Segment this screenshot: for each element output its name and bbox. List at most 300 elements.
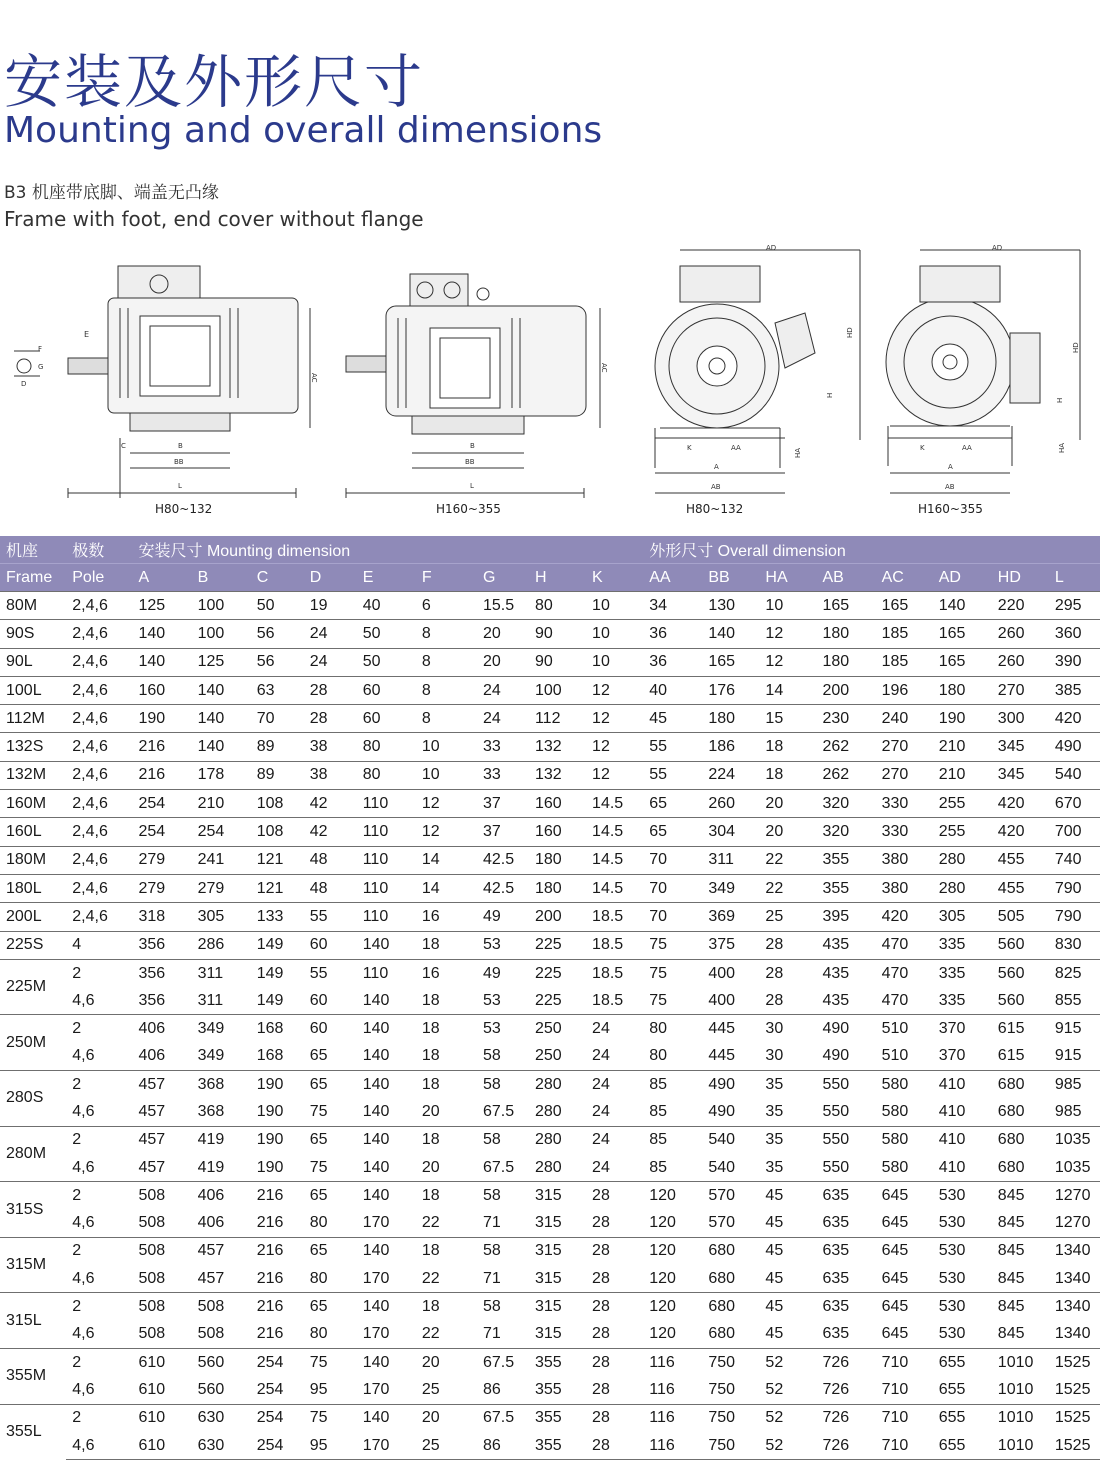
dimension-cell: 6 xyxy=(416,592,477,620)
dimension-cell: 140 xyxy=(192,733,251,761)
dimension-cell: 225 xyxy=(534,991,562,1009)
dimension-cell: 680 xyxy=(702,1237,759,1265)
dimension-cell: 125 xyxy=(133,592,192,620)
dimension-cell: 196 xyxy=(876,676,933,704)
dimension-cell: 116 xyxy=(643,1404,702,1432)
dimension-cell: 750 xyxy=(702,1404,759,1432)
dimension-cell: 24 xyxy=(586,1126,643,1154)
dimension-cell: 65 xyxy=(643,818,702,846)
dimension-cell: 680 xyxy=(708,1325,736,1343)
frame-cell: 132S xyxy=(0,733,66,761)
dimension-cell: 8 xyxy=(416,620,477,648)
dimension-cell: 140 xyxy=(357,1015,416,1043)
dimension-cell: 630 xyxy=(192,1432,251,1460)
dimension-cell: 24 xyxy=(304,620,357,648)
dimension-cell: 45 xyxy=(643,705,702,733)
dimension-cell: 845 xyxy=(997,1214,1025,1232)
pole-cell: 2 xyxy=(66,1404,132,1432)
dimension-cell: 58 xyxy=(477,1293,529,1321)
dimension-cell: 455 xyxy=(992,874,1049,902)
dimension-cell: 50 xyxy=(357,620,416,648)
dimension-cell: 216 xyxy=(256,1269,284,1287)
dimension-cell: 315 xyxy=(534,1214,562,1232)
dimension-cell: 75 xyxy=(309,1158,328,1176)
drawing-label-f: F xyxy=(38,345,43,353)
dimension-cell: 60 xyxy=(309,991,328,1009)
frame-cell: 200L xyxy=(0,903,66,931)
dimension-cell: 75 xyxy=(649,991,668,1009)
frame-cell: 112M xyxy=(0,705,66,733)
header-col-ab: AB xyxy=(817,564,876,592)
dimension-cell: 254 xyxy=(251,1349,304,1377)
dimension-cell: 395 xyxy=(817,903,876,931)
dimension-cell: 380 xyxy=(876,874,933,902)
dimension-cell: 67.5 xyxy=(477,1404,529,1432)
dimension-cell: 149 xyxy=(256,991,284,1009)
dimension-cell: 52 xyxy=(759,1432,816,1460)
dimension-cell: 10 xyxy=(416,733,477,761)
dimension-cell: 645 xyxy=(876,1293,933,1321)
dimension-cell: 710 xyxy=(881,1380,909,1398)
dimension-cell: 60 xyxy=(304,931,357,959)
dimension-cell: 335 xyxy=(933,931,992,959)
dimension-cell: 1340 xyxy=(1054,1269,1091,1287)
dimension-cell: 356 xyxy=(138,991,166,1009)
dimension-cell: 655 xyxy=(938,1380,966,1398)
dimension-cell: 170 xyxy=(362,1325,390,1343)
dimension-cell: 14.5 xyxy=(586,846,643,874)
dimension-cell: 14.5 xyxy=(586,790,643,818)
dimension-cell: 420 xyxy=(876,903,933,931)
pole-cell: 2,4,6 xyxy=(66,648,132,676)
dimension-cell: 915 xyxy=(1049,1015,1100,1043)
table-row xyxy=(0,818,1100,846)
dimension-cell: 18 xyxy=(416,1126,477,1154)
table-body xyxy=(0,592,1100,1460)
dimension-cell: 22 xyxy=(759,846,816,874)
dimension-cell: 580 xyxy=(881,1158,909,1176)
table-row xyxy=(0,1432,1100,1460)
dimension-cell: 1010 xyxy=(992,1432,1049,1460)
dimension-cell: 71 xyxy=(482,1269,501,1287)
header-col-aa: AA xyxy=(643,564,702,592)
frame-cell: 315M xyxy=(0,1237,66,1293)
dimension-cell: 610 xyxy=(133,1432,192,1460)
dimension-cell: 140 xyxy=(702,620,759,648)
table-row xyxy=(0,1321,1100,1349)
dimension-cell: 140 xyxy=(133,648,192,676)
dimension-cell: 165 xyxy=(702,648,759,676)
dimension-cell: 20 xyxy=(421,1158,440,1176)
dimension-cell: 108 xyxy=(251,790,304,818)
dimension-cell: 28 xyxy=(592,1380,610,1398)
caption-end-small: H80~132 xyxy=(686,502,744,516)
dimension-cell: 216 xyxy=(133,733,192,761)
drawing-label-a-large: A xyxy=(948,463,953,471)
table-row xyxy=(0,959,1100,987)
dimension-cell: 75 xyxy=(309,1102,328,1120)
dimension-cell: 435 xyxy=(822,991,850,1009)
dimension-cell: 28 xyxy=(586,1293,643,1321)
dimension-cell: 635 xyxy=(822,1269,850,1287)
drawing-label-hd: HD xyxy=(846,327,854,338)
pole-cell: 2 xyxy=(66,1015,132,1043)
dimension-cell: 216 xyxy=(133,761,192,789)
dimension-cell: 28 xyxy=(759,959,816,987)
dimension-cell: 65 xyxy=(304,1293,357,1321)
dimension-cell: 28 xyxy=(592,1325,610,1343)
dimension-cell: 53 xyxy=(477,1015,529,1043)
dimension-cell: 45 xyxy=(759,1293,816,1321)
dimension-cell: 510 xyxy=(881,1047,909,1065)
dimension-cell: 180 xyxy=(817,620,876,648)
dimension-cell: 25 xyxy=(421,1380,440,1398)
dimension-cell: 315 xyxy=(529,1237,586,1265)
dimension-cell: 320 xyxy=(817,818,876,846)
dimension-cell: 180 xyxy=(529,846,586,874)
dimension-cell: 56 xyxy=(251,620,304,648)
table-row xyxy=(0,1154,1100,1182)
dimension-cell: 216 xyxy=(256,1325,284,1343)
dimension-cell: 635 xyxy=(817,1293,876,1321)
table-row xyxy=(0,1265,1100,1293)
dimension-cell: 33 xyxy=(477,761,529,789)
dimension-cell: 132 xyxy=(529,761,586,789)
dimension-cell: 53 xyxy=(477,931,529,959)
frame-cell: 160L xyxy=(0,818,66,846)
dimension-cell: 670 xyxy=(1049,790,1100,818)
dimension-cell: 42 xyxy=(304,818,357,846)
dimension-cell: 508 xyxy=(133,1182,192,1210)
dimension-cell: 262 xyxy=(817,733,876,761)
dimension-cell: 419 xyxy=(197,1158,225,1176)
dimension-cell: 530 xyxy=(938,1325,966,1343)
pole-cell: 2,4,6 xyxy=(66,705,132,733)
table-row xyxy=(0,987,1100,1015)
dimension-cell: 140 xyxy=(357,1237,416,1265)
dimension-cell: 610 xyxy=(138,1380,166,1398)
dimension-cell: 25 xyxy=(416,1432,477,1460)
dimension-cell: 260 xyxy=(992,648,1049,676)
dimension-cell: 210 xyxy=(192,790,251,818)
dimension-cell: 95 xyxy=(304,1432,357,1460)
dimension-cell: 14 xyxy=(416,874,477,902)
dimension-cell: 300 xyxy=(992,705,1049,733)
dimension-cell: 18 xyxy=(421,1047,440,1065)
dimension-cell: 505 xyxy=(992,903,1049,931)
dimension-cell: 35 xyxy=(759,1126,816,1154)
dimension-cell: 14.5 xyxy=(586,818,643,846)
pole-cell: 2 xyxy=(66,1126,132,1154)
dimension-cell: 120 xyxy=(649,1325,676,1343)
dimension-cell: 368 xyxy=(192,1071,251,1099)
dimension-cell: 845 xyxy=(992,1237,1049,1265)
frame-cell: 280M xyxy=(0,1126,66,1182)
dimension-cell: 280 xyxy=(534,1102,562,1120)
dimension-cell: 508 xyxy=(197,1325,225,1343)
dimension-cell: 70 xyxy=(643,874,702,902)
dimension-cell: 369 xyxy=(702,903,759,931)
dimension-cell: 320 xyxy=(817,790,876,818)
dimension-cell: 19 xyxy=(304,592,357,620)
dimension-cell: 680 xyxy=(992,1071,1049,1099)
dimension-cell: 80 xyxy=(309,1325,328,1343)
dimension-cell: 71 xyxy=(482,1214,501,1232)
dimension-cell: 240 xyxy=(876,705,933,733)
dimension-cell: 140 xyxy=(192,705,251,733)
dimension-cell: 279 xyxy=(133,874,192,902)
dimension-cell: 80 xyxy=(357,761,416,789)
dimension-cell: 490 xyxy=(822,1047,850,1065)
dimension-cell: 90 xyxy=(529,648,586,676)
dimension-cell: 28 xyxy=(586,1432,643,1460)
drawing-label-ac-large: AC xyxy=(600,363,608,373)
dimension-cell: 18 xyxy=(416,1293,477,1321)
dimension-cell: 530 xyxy=(933,1182,992,1210)
dimension-cell: 65 xyxy=(643,790,702,818)
dimension-cell: 85 xyxy=(649,1158,668,1176)
dimension-cell: 680 xyxy=(992,1126,1049,1154)
dimension-cell: 610 xyxy=(133,1404,192,1432)
dimension-cell: 610 xyxy=(133,1349,192,1377)
dimension-cell: 35 xyxy=(759,1071,816,1099)
dimension-cell: 790 xyxy=(1049,874,1100,902)
dimension-cell: 120 xyxy=(649,1214,676,1232)
dimension-cell: 1525 xyxy=(1054,1380,1091,1398)
dimension-cell: 540 xyxy=(1049,761,1100,789)
dimension-cell: 295 xyxy=(1049,592,1100,620)
dimension-cell: 750 xyxy=(702,1432,759,1460)
pole-cell: 2 xyxy=(66,1349,132,1377)
dimension-cell: 230 xyxy=(817,705,876,733)
dimension-cell: 250 xyxy=(529,1015,586,1043)
dimension-cell: 89 xyxy=(251,761,304,789)
dimension-cell: 71 xyxy=(482,1325,501,1343)
dimension-cell: 279 xyxy=(133,846,192,874)
dimension-cell: 304 xyxy=(702,818,759,846)
pole-cell: 2 xyxy=(66,1237,132,1265)
dimension-cell: 1340 xyxy=(1049,1293,1100,1321)
dimension-cell: 86 xyxy=(482,1380,501,1398)
dimension-cell: 186 xyxy=(702,733,759,761)
dimension-cell: 45 xyxy=(765,1214,784,1232)
table-row xyxy=(0,1237,1100,1265)
dimension-cell: 70 xyxy=(643,903,702,931)
dimension-cell: 22 xyxy=(759,874,816,902)
drawing-label-a: A xyxy=(714,463,719,471)
dimension-cell: 180 xyxy=(702,705,759,733)
dimension-cell: 100 xyxy=(529,676,586,704)
table-row xyxy=(0,903,1100,931)
dimension-cell: 70 xyxy=(251,705,304,733)
table-row xyxy=(0,1293,1100,1321)
dimension-cell: 140 xyxy=(357,1349,416,1377)
dimension-cell: 1270 xyxy=(1054,1214,1091,1232)
dimension-cell: 457 xyxy=(133,1071,192,1099)
dimension-cell: 330 xyxy=(876,790,933,818)
dimension-cell: 42.5 xyxy=(477,846,529,874)
dimension-cell: 75 xyxy=(304,1349,357,1377)
dimension-cell: 85 xyxy=(643,1126,702,1154)
dimension-cell: 645 xyxy=(881,1325,909,1343)
dimension-cell: 530 xyxy=(938,1214,966,1232)
end-view-small-drawing xyxy=(655,250,860,493)
dimension-cell: 355 xyxy=(534,1380,562,1398)
dimension-cell: 655 xyxy=(933,1432,992,1460)
drawing-label-h-large: H xyxy=(1056,397,1064,403)
dimension-cell: 75 xyxy=(643,959,702,987)
dimension-cell: 18.5 xyxy=(586,959,643,987)
dimension-cell: 58 xyxy=(477,1126,529,1154)
dimension-cell: 457 xyxy=(138,1102,166,1120)
dimension-cell: 216 xyxy=(251,1182,304,1210)
dimension-cell: 16 xyxy=(416,903,477,931)
dimension-cell: 311 xyxy=(192,959,251,987)
dimension-cell: 67.5 xyxy=(482,1158,515,1176)
dimension-cell: 110 xyxy=(357,959,416,987)
dimension-cell: 89 xyxy=(251,733,304,761)
pole-cell: 4,6 xyxy=(66,1432,132,1460)
dimension-cell: 149 xyxy=(251,959,304,987)
dimension-cell: 530 xyxy=(933,1293,992,1321)
header-col-h: H xyxy=(529,564,586,592)
dimension-cell: 176 xyxy=(702,676,759,704)
dimension-cell: 8 xyxy=(416,648,477,676)
drawing-label-c: C xyxy=(121,442,126,450)
dimension-cell: 490 xyxy=(702,1071,759,1099)
dimension-cell: 28 xyxy=(586,1349,643,1377)
dimension-cell: 216 xyxy=(256,1214,284,1232)
pole-cell: 2 xyxy=(66,959,132,987)
dimension-cell: 52 xyxy=(759,1404,816,1432)
dimension-cell: 406 xyxy=(133,1015,192,1043)
dimension-cell: 100 xyxy=(192,620,251,648)
dimension-cell: 270 xyxy=(876,733,933,761)
dimension-cell: 55 xyxy=(304,959,357,987)
dimension-cell: 726 xyxy=(822,1380,850,1398)
dimension-cell: 20 xyxy=(421,1102,440,1120)
drawing-label-ac: AC xyxy=(310,373,318,383)
dimension-cell: 435 xyxy=(817,931,876,959)
dimension-cell: 1525 xyxy=(1049,1349,1100,1377)
pole-cell: 4,6 xyxy=(72,1380,95,1398)
dimension-cell: 80 xyxy=(309,1269,328,1287)
dimension-cell: 52 xyxy=(759,1349,816,1377)
dimension-cell: 1340 xyxy=(1049,1237,1100,1265)
dimension-cell: 50 xyxy=(357,648,416,676)
dimension-cell: 140 xyxy=(357,1182,416,1210)
dimension-cell: 35 xyxy=(765,1158,784,1176)
drawing-label-ha: HA xyxy=(794,447,802,458)
dimension-cell: 615 xyxy=(997,1047,1025,1065)
dimension-cell: 80 xyxy=(309,1214,328,1232)
dimension-cell: 170 xyxy=(362,1214,390,1232)
header-col-hd: HD xyxy=(992,564,1049,592)
frame-cell: 90S xyxy=(0,620,66,648)
dimension-cell: 140 xyxy=(362,1158,390,1176)
page-title-cn: 安装及外形尺寸 xyxy=(4,48,425,116)
header-pole-en: Pole xyxy=(66,564,132,592)
pole-cell: 4,6 xyxy=(72,1158,95,1176)
motor-drawings xyxy=(0,238,1100,528)
dimension-cell: 700 xyxy=(1049,818,1100,846)
dimension-cell: 65 xyxy=(304,1126,357,1154)
dimension-cell: 160 xyxy=(133,676,192,704)
dimension-cell: 25 xyxy=(759,903,816,931)
drawing-label-aa: AA xyxy=(731,444,741,452)
pole-cell: 2,4,6 xyxy=(66,676,132,704)
header-mounting: 安装尺寸 Mounting dimension xyxy=(133,536,644,564)
dimension-cell: 80 xyxy=(643,1015,702,1043)
dimension-cell: 49 xyxy=(477,903,529,931)
frame-cell: 132M xyxy=(0,761,66,789)
frame-cell: 355L xyxy=(0,1404,66,1460)
header-col-ac: AC xyxy=(876,564,933,592)
dimension-cell: 140 xyxy=(362,991,390,1009)
dimension-cell: 635 xyxy=(822,1214,850,1232)
dimension-cell: 315 xyxy=(534,1269,562,1287)
drawing-label-k: K xyxy=(687,444,692,452)
dimension-cell: 410 xyxy=(938,1102,966,1120)
dimension-cell: 830 xyxy=(1049,931,1100,959)
dimension-cell: 457 xyxy=(192,1237,251,1265)
dimension-cell: 14 xyxy=(759,676,816,704)
dimension-cell: 38 xyxy=(304,761,357,789)
drawing-label-b: B xyxy=(178,442,183,450)
dimension-cell: 130 xyxy=(702,592,759,620)
dimension-cell: 12 xyxy=(586,733,643,761)
dimension-cell: 20 xyxy=(416,1349,477,1377)
table-row xyxy=(0,1182,1100,1210)
dimension-cell: 457 xyxy=(133,1126,192,1154)
dimension-cell: 140 xyxy=(357,1293,416,1321)
dimension-cell: 63 xyxy=(251,676,304,704)
frame-cell: 180M xyxy=(0,846,66,874)
dimension-cell: 210 xyxy=(933,761,992,789)
dimension-cell: 200 xyxy=(529,903,586,931)
end-view-large-drawing xyxy=(886,250,1080,493)
header-col-d: D xyxy=(304,564,357,592)
dimension-cell: 14.5 xyxy=(586,874,643,902)
dimension-cell: 1035 xyxy=(1054,1158,1091,1176)
dimension-cell: 270 xyxy=(992,676,1049,704)
dimension-cell: 220 xyxy=(992,592,1049,620)
dimension-cell: 710 xyxy=(876,1432,933,1460)
dimension-cell: 570 xyxy=(702,1182,759,1210)
dimension-cell: 50 xyxy=(251,592,304,620)
dimension-cell: 262 xyxy=(817,761,876,789)
dimension-cell: 140 xyxy=(362,1047,390,1065)
dimension-cell: 133 xyxy=(251,903,304,931)
table-row xyxy=(0,620,1100,648)
dimension-cell: 580 xyxy=(876,1126,933,1154)
dimension-cell: 457 xyxy=(138,1158,166,1176)
dimension-cell: 20 xyxy=(416,1404,477,1432)
table-row xyxy=(0,1376,1100,1404)
dimension-cell: 190 xyxy=(251,1071,304,1099)
dimension-cell: 311 xyxy=(702,846,759,874)
pole-cell: 2,4,6 xyxy=(66,818,132,846)
dimension-cell: 35 xyxy=(765,1102,784,1120)
dimension-cell: 750 xyxy=(708,1380,736,1398)
dimension-cell: 845 xyxy=(992,1293,1049,1321)
dimension-cell: 28 xyxy=(765,991,784,1009)
dimension-cell: 28 xyxy=(592,1214,610,1232)
dimension-cell: 80 xyxy=(529,592,586,620)
dimension-cell: 508 xyxy=(133,1293,192,1321)
drawing-label-aa-large: AA xyxy=(962,444,972,452)
dimension-cell: 615 xyxy=(992,1015,1049,1043)
